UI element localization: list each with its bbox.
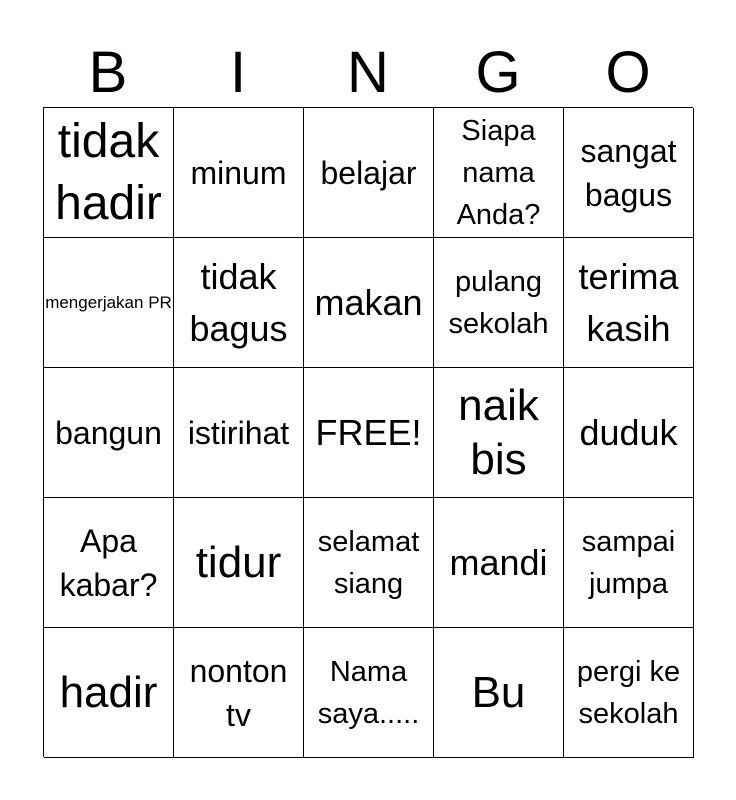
bingo-cell[interactable] — [564, 368, 694, 498]
bingo-cell-label: mengerjakan PR — [45, 292, 172, 312]
header-letter-i: I — [229, 40, 247, 105]
bingo-cell[interactable] — [564, 238, 694, 368]
bingo-cell[interactable] — [44, 368, 174, 498]
header-letter-g: G — [475, 40, 521, 105]
bingo-cell-label: pulang sekolah — [448, 265, 549, 340]
bingo-cell-label: minum — [190, 154, 287, 191]
bingo-cell[interactable] — [304, 628, 434, 758]
bingo-cell-label: Bu — [471, 667, 526, 717]
bingo-cell[interactable] — [564, 108, 694, 238]
bingo-cell-label: selamat siang — [317, 525, 420, 600]
bingo-cell-label: bangun — [55, 414, 162, 451]
bingo-cell[interactable] — [304, 238, 434, 368]
bingo-cell-label: sangat bagus — [580, 132, 677, 213]
bingo-cell[interactable] — [44, 108, 174, 238]
bingo-cell-label: pergi ke sekolah — [576, 655, 681, 730]
bingo-cell[interactable] — [174, 108, 304, 238]
bingo-cell[interactable] — [564, 498, 694, 628]
bingo-cell[interactable] — [434, 368, 564, 498]
bingo-cell[interactable] — [434, 108, 564, 238]
bingo-cell-label: tidak bagus — [189, 255, 288, 349]
bingo-cell[interactable] — [304, 368, 434, 498]
bingo-cell[interactable] — [174, 628, 304, 758]
header-letter-n: N — [347, 40, 389, 105]
bingo-cell[interactable] — [44, 498, 174, 628]
bingo-header — [43, 40, 693, 106]
bingo-cell[interactable] — [174, 238, 304, 368]
bingo-cell-label: mandi — [449, 541, 548, 583]
bingo-cell-label: istirihat — [187, 414, 290, 451]
bingo-cell-label: belajar — [320, 154, 417, 191]
bingo-cell-label: tidak hadir — [55, 114, 162, 230]
bingo-cell[interactable] — [434, 498, 564, 628]
bingo-cell-label: sampai jumpa — [581, 525, 676, 600]
bingo-cell-label: FREE! — [315, 411, 422, 453]
bingo-cell-label: makan — [314, 281, 423, 323]
bingo-cell[interactable] — [174, 498, 304, 628]
bingo-cell[interactable] — [44, 238, 174, 368]
bingo-cell[interactable] — [564, 628, 694, 758]
bingo-cell-label: hadir — [59, 667, 158, 717]
header-letter-b: B — [88, 40, 128, 105]
bingo-cell[interactable] — [434, 628, 564, 758]
bingo-cell[interactable] — [44, 628, 174, 758]
bingo-cell-label: Nama saya..... — [317, 655, 420, 730]
bingo-cell-label: naik bis — [458, 380, 539, 484]
bingo-cell[interactable] — [434, 238, 564, 368]
header-letter-o: O — [605, 40, 651, 105]
bingo-cell[interactable] — [304, 498, 434, 628]
bingo-cell-label: Siapa nama Anda? — [456, 114, 541, 231]
bingo-cell[interactable] — [304, 108, 434, 238]
bingo-cell-label: duduk — [579, 411, 678, 453]
bingo-cell-label: Apa kabar? — [59, 522, 158, 603]
bingo-cell-label: terima kasih — [578, 255, 679, 349]
bingo-board — [43, 107, 693, 757]
bingo-cell[interactable] — [174, 368, 304, 498]
bingo-cell-label: tidur — [195, 537, 282, 587]
bingo-cell-label: nonton tv — [189, 652, 288, 733]
